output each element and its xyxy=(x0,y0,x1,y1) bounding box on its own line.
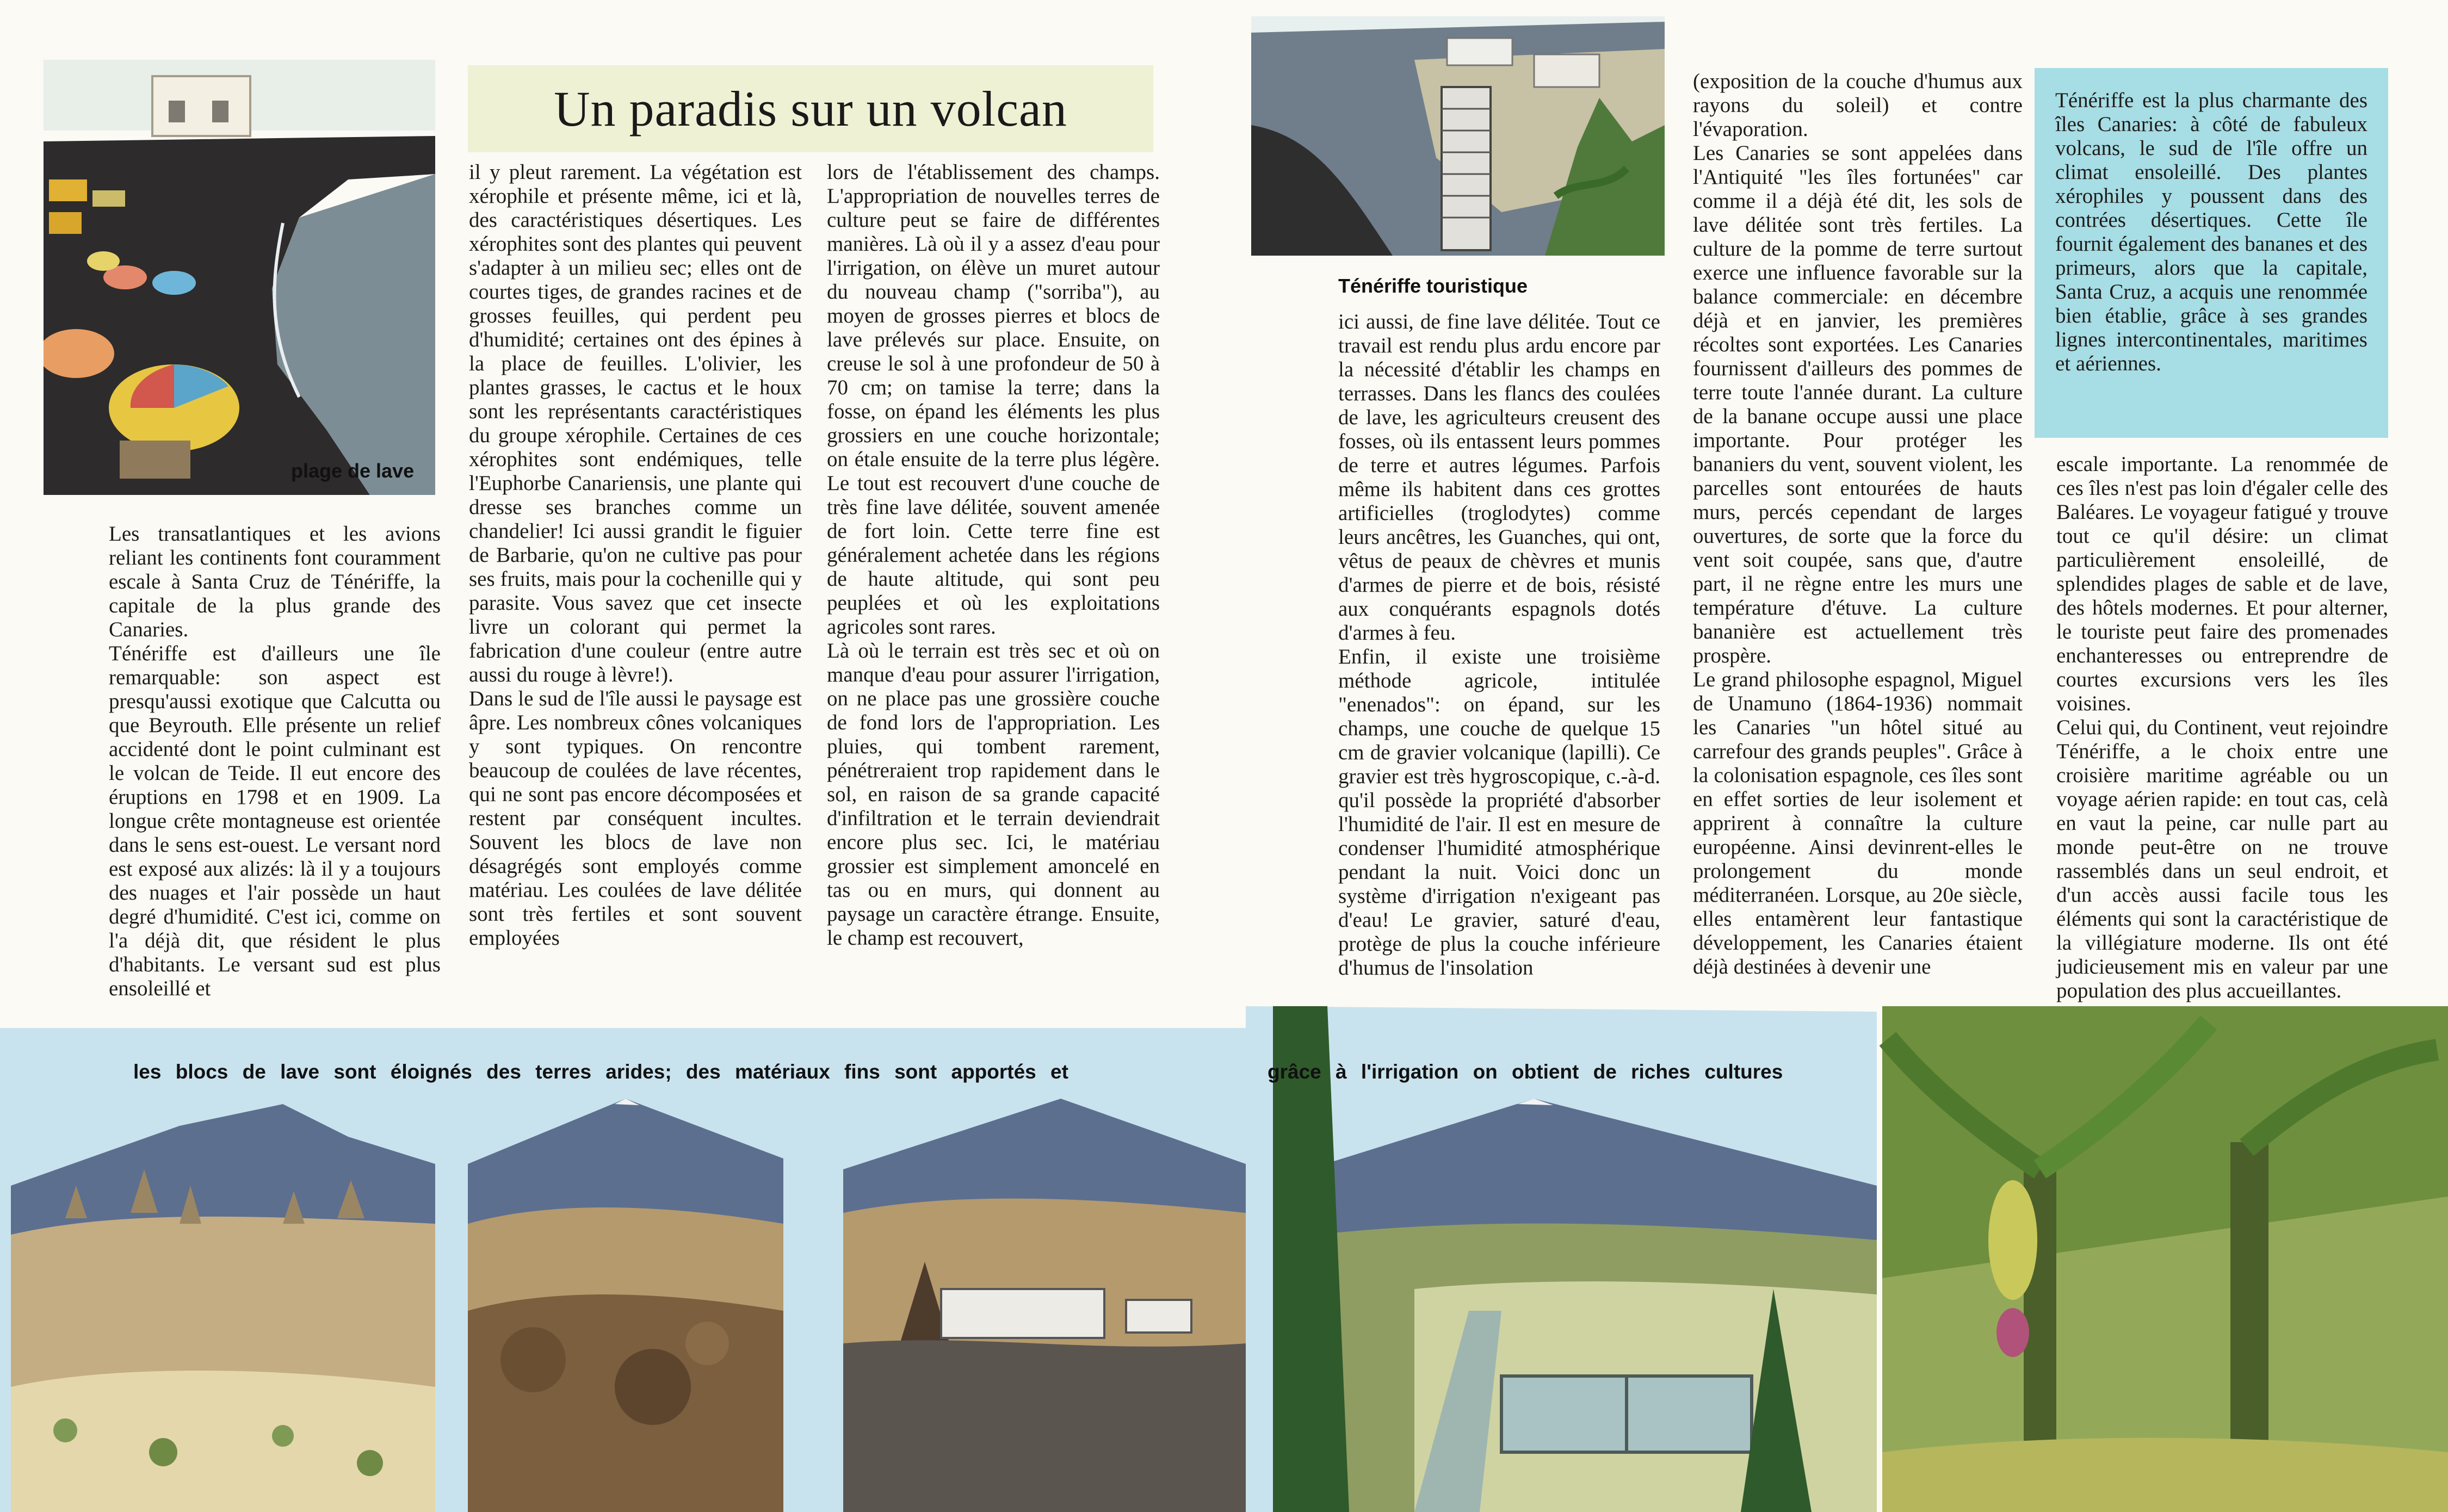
paragraph: ici aussi, de fine lave délitée. Tout ce travail est rendu plus ardu encore par la nécessité d'établir les champs en terrasses. Dans les flancs des coulées de lave, les agriculteurs creusent des fosses, où ils entassent leurs pommes de terre et autres légumes. Parfois même ils habitent dans ces grottes artificielles (troglodytes) comme leurs ancêtres, les Guanches, qui ont, vêtus de peaux de chèvres et munis d'armes de pierre et de bois, résisté aux conquérants espagnols dotés d'armes à feu. xyxy=(1338,310,1660,645)
paragraph: Les transatlantiques et les avions reliant les continents font couramment escale à Santa Cruz de Ténériffe, la capitale de la plus grande des Canaries. xyxy=(109,522,441,641)
paragraph: Les Canaries se sont appelées dans l'Antiquité "les îles fortunées" car comme il a déjà été dit, les sols de lave délitée sont très fertiles. La culture de la pomme de terre surtout exerce une influence favorable sur la balance commerciale: en décembre déjà et en janvier, les premières récoltes sont exportées. Les Canaries fournissent d'ailleurs des pommes de terre toute l'année durant. La culture de la banane occupe aussi une place importante. Pour protéger les bananiers du vent, souvent violent, les parcelles sont entourées de hauts murs, percés cependant de larges ouvertures, de sorte que la force du vent soit coupée, sans que, d'autre part, il ne règne entre les murs une température d'étuve. La culture bananière est actuellement très prospère. xyxy=(1693,141,2023,667)
paragraph: Le grand philosophe espagnol, Miguel de Unamuno (1864-1936) nommait les Canaries "un hôtel situé au carrefour des grands peuples". Grâce à la colonisation espagnole, ces îles sont en effet sorties de leur isolement et apprirent à connaître la culture européenne. Ainsi devinrent-elles le prolongement du monde méditerranéen. Lorsque, au 20e siècle, elles entamèrent leur fantastique développement, les Canaries étaient déjà destinées à devenir une xyxy=(1693,668,2023,978)
paragraph: Ténériffe est d'ailleurs une île remarquable: son aspect est presqu'aussi exotique que Calcutta ou que Beyrouth. Elle présente un relief accidenté dont le point culminant est le volcan de Teide. Il eut encore des éruptions en 1798 et en 1909. La longue crête montagneuse est orientée dans le sens est-ouest. Le versant nord est exposé aux alizés: là il y a toujours des nuages et l'air possède un haut degré d'humidité. C'est ici, comme on l'a déjà dit, que résident le plus d'habitants. Le versant sud est plus ensoleillé et xyxy=(109,642,441,1000)
beach-caption: plage de lave xyxy=(291,460,415,482)
beach-illustration xyxy=(44,60,435,495)
paragraph: lors de l'établissement des champs. L'appropriation de nouvelles terres de culture peut se faire de différentes manières. Là où il y a assez d'eau pour l'irrigation, on élève un muret autour du nouveau champ ("sorriba"), au moyen de grosses pierres et blocs de lave prélevés sur place. Ensuite, on creuse le sol à une profondeur de 50 à 70 cm; on tamise la terre; dans la fosse, on épand les éléments les plus grossiers en une couche horizontale; on étale ensuite de la terre plus légère. Le tout est recouvert d'une couche de très fine lave délitée, souvent amenée de fort loin. Cette terre fine est généralement achetée dans les régions de haute altitude, qui sont peu peuplées et où les exploitations agricoles sont rares. xyxy=(827,160,1160,639)
touristic-caption: Ténériffe touristique xyxy=(1338,275,1528,297)
touristic-illustration xyxy=(1251,16,1665,256)
page-title: Un paradis sur un volcan xyxy=(554,81,1067,137)
paragraph: Dans le sud de l'île aussi le paysage est âpre. Les nombreux cônes volcaniques y sont typiques. On rencontre beaucoup de coulées de lave récentes, qui ne sont pas encore décomposées et restent par conséquent incultes. Souvent les blocs de lave non désagrégés sont employés comme matériau. Les coulées de lave délitée sont très fertiles et sont souvent employées xyxy=(469,687,802,950)
paragraph: Enfin, il existe une troisième méthode agricole, intitulée "enenados": on épand, sur les champs, une couche de quelque 15 cm de gravier volcanique (lapilli). Ce gravier est très hygroscopique, c.-à-d. qu'il possède la propriété d'absorber l'humidité de l'air. Il est en mesure de condenser l'humidité atmosphérique pendant la nuit. Voici donc un système d'irrigation n'exigeant pas d'eau! Le gravier, saturé d'eau, protège de plus la couche inférieure d'humus de l'insolation xyxy=(1338,645,1660,980)
paragraph: (exposition de la couche d'humus aux rayons du soleil) et contre l'évaporation. xyxy=(1693,70,2023,141)
paragraph: escale importante. La renommée de ces îles n'est pas loin d'égaler celle des Baléares. Le voyageur fatigué y trouve tout ce qu'il désire: un climat particulièrement ensoleillé, de splendides plages de sable et de lave, des hôtels modernes. Et pour alterner, le touriste peut faire des promenades enchanteresses ou entreprendre de courtes excursions vers les îles voisines. xyxy=(2056,453,2388,715)
paragraph: il y pleut rarement. La végétation est xérophile et présente même, ici et là, des caractéristiques désertiques. Les xérophites sont des plantes qui peuvent s'adapter à un milieu sec; elles ont de courtes tiges, de grandes racines et de grosses feuilles, qui perdent peu d'humidité; certaines ont des épines à la place de feuilles. L'olivier, les plantes grasses, le cactus et le houx sont les représentants caractéristiques du groupe xérophile. Certaines de ces xérophites sont endémiques, telle l'Euphorbe Canariensis, une plante qui dresse ses branches comme un chandelier! Ici aussi grandit le figuier de Barbarie, qu'on ne cultive pas pour ses fruits, mais pour la cochenille qui y parasite. Vous savez que cet insecte livre un colorant qui permet la fabrication d'une couleur (entre autre aussi du rouge à lèvre!). xyxy=(469,160,802,686)
text-column-6 xyxy=(2056,453,2388,1003)
text-column-5 xyxy=(1693,70,2023,979)
title-banner xyxy=(468,65,1153,152)
strip-caption-left: les blocs de lave sont éloignés des terres arides; des matériaux fins sont apportés et xyxy=(133,1061,1068,1083)
strip-caption-right: grâce à l'irrigation on obtient de riches cultures xyxy=(1268,1061,1783,1083)
text-column-4 xyxy=(1338,310,1660,980)
intro-box: Ténériffe est la plus charmante des îles Canaries: à côté de fabuleux volcans, le sud de l'île offre un climat ensoleillé. Des plantes xérophiles y poussent dans des contrées désertiques. Cette île fournit également des bananes et des primeurs, alors que la capitale, Santa Cruz, a acquis une renommée bien établie, grâce à ses grandes lignes intercontinentales, maritimes et aériennes. xyxy=(2035,68,2388,438)
paragraph: Là où le terrain est très sec et où on manque d'eau pour assurer l'irrigation, on ne place pas une grossière couche de fond lors de l'appropriation. Les pluies, qui tombent rarement, pénétreraient trop rapidement dans le sol, en raison de sa grande capacité d'infiltration et le terrain deviendrait encore plus sec. Ici, le matériau grossier est simplement amoncelé en tas ou en murs, qui donnent au paysage un caractère étrange. Ensuite, le champ est recouvert, xyxy=(827,639,1160,950)
paragraph: Celui qui, du Continent, veut rejoindre Ténériffe, a le choix entre une croisière maritime agréable ou un voyage aérien rapide: en tout cas, celà en vaut la peine, car nulle part au monde peut-être on ne trouve rassemblés dans un seul endroit, et d'un accès aussi facile tous les éléments qui sont la caractéristique de la villégiature moderne. Ils ont été judicieusement mis en valeur par une population des plus accueillantes. xyxy=(2056,716,2388,1002)
text-column-1 xyxy=(109,522,441,1001)
text-column-3 xyxy=(827,160,1160,950)
text-column-2 xyxy=(469,160,802,950)
